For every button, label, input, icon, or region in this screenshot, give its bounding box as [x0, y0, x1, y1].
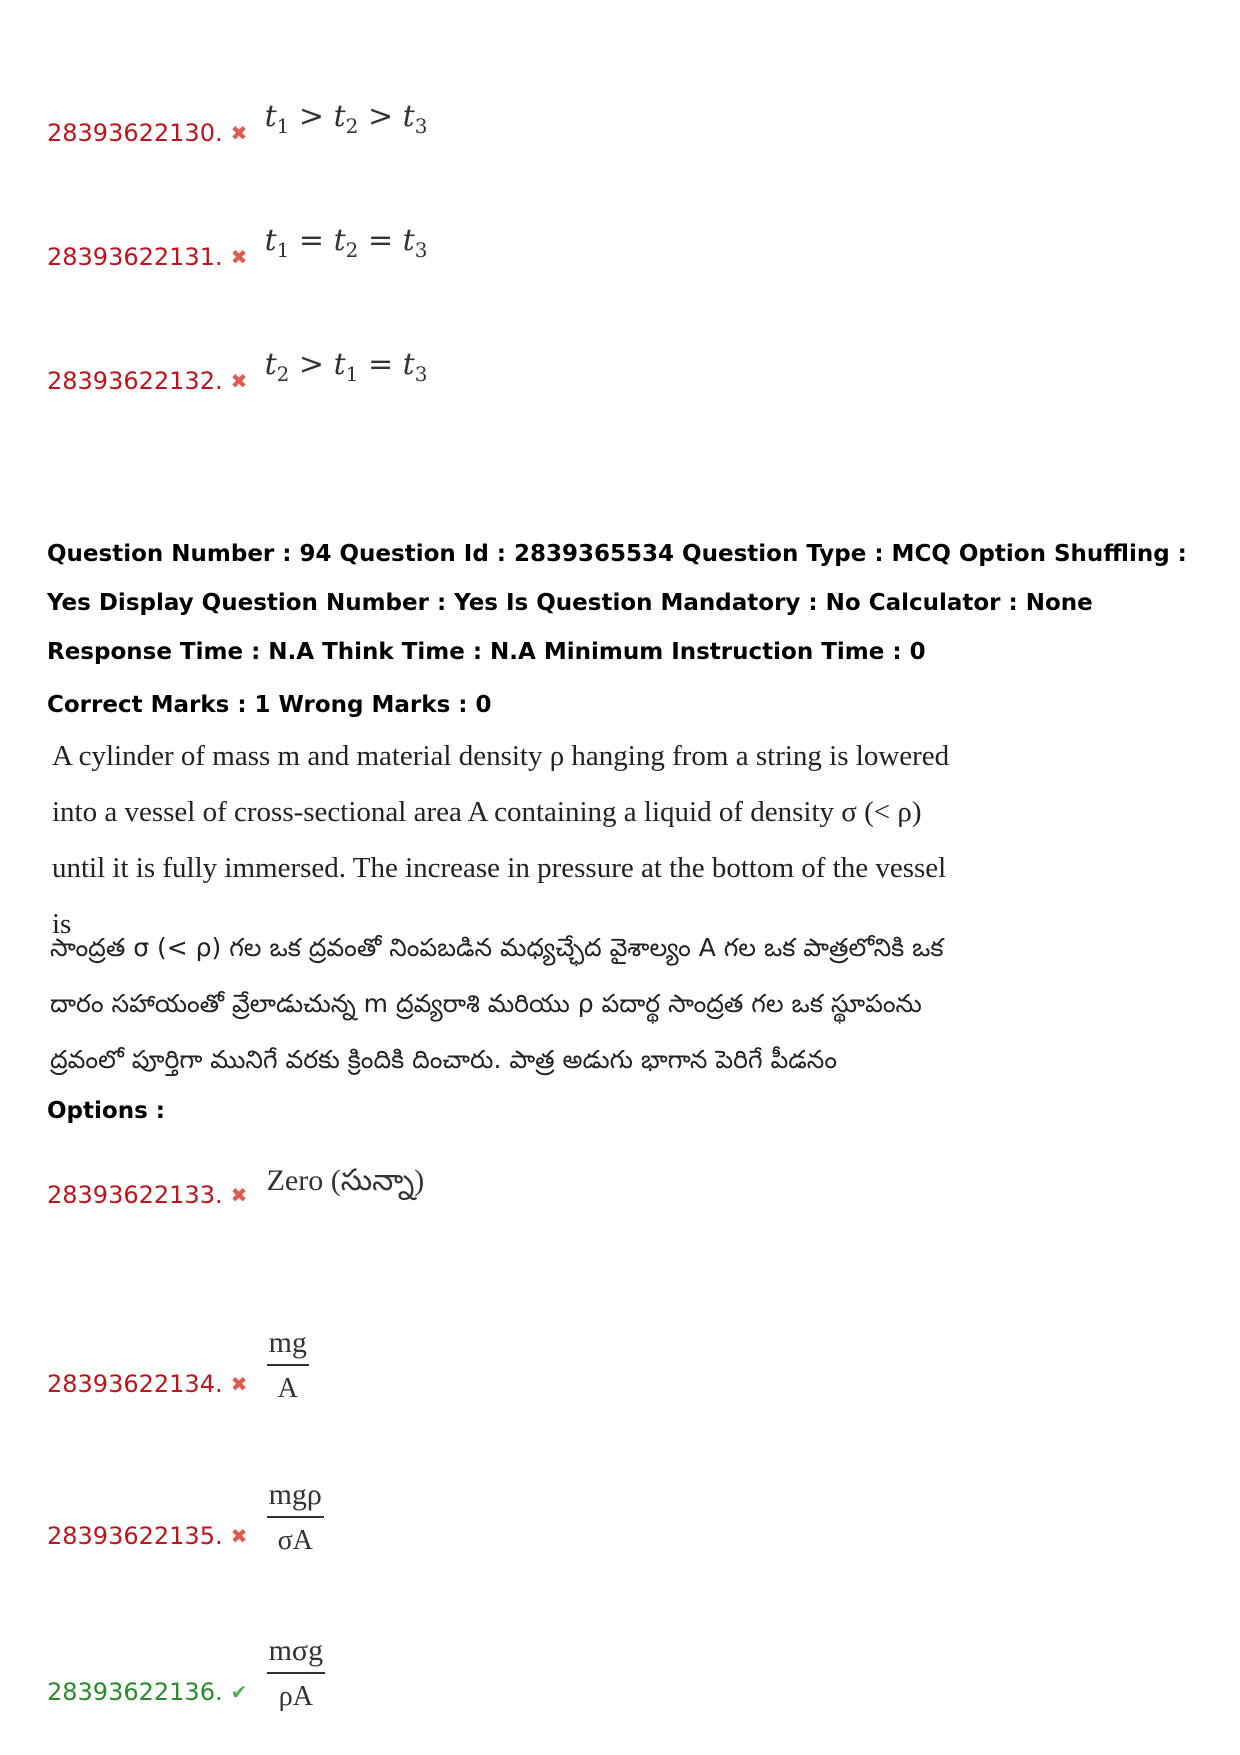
check-icon: ✔	[230, 1680, 248, 1704]
options-label: Options :	[47, 1098, 165, 1124]
option-expression: $t_1 = t_2 = t_3$	[264, 223, 428, 262]
fraction-denominator: A	[277, 1373, 298, 1404]
option-id: 28393622131.	[47, 243, 223, 271]
option-row	[47, 1470, 324, 1556]
option-id: 28393622132.	[47, 367, 223, 395]
option-id: 28393622134.	[47, 1370, 223, 1398]
cross-icon: ✖	[230, 245, 248, 269]
fraction-denominator: σA	[277, 1525, 313, 1556]
question-meta: Question Number : 94 Question Id : 2839365534 Question Type : MCQ Option Shuffling : Yes Display Question Number : Yes Is Question Mandatory : No Calculator : None Response Time : N.A Think Time : N.A Minimum Instruction Time : 0	[47, 541, 1187, 665]
option-id: 28393622136.	[47, 1678, 223, 1706]
cross-icon: ✖	[230, 1524, 248, 1548]
cross-icon: ✖	[230, 121, 248, 145]
option-row	[47, 1164, 425, 1209]
option-fraction	[267, 1478, 324, 1558]
option-expression: $t_1 > t_2 > t_3$	[264, 99, 428, 138]
option-row	[47, 1626, 325, 1712]
fraction-numerator: mσg	[267, 1634, 326, 1674]
option-id: 28393622133.	[47, 1181, 223, 1209]
option-row	[47, 99, 428, 147]
fraction-numerator: mg	[267, 1326, 309, 1366]
option-id: 28393622135.	[47, 1522, 223, 1550]
option-row	[47, 347, 428, 395]
option-fraction	[267, 1634, 326, 1714]
option-expression: $t_2 > t_1 = t_3$	[264, 347, 428, 386]
option-row	[47, 223, 428, 271]
question-marks: Correct Marks : 1 Wrong Marks : 0	[47, 692, 492, 718]
fraction-numerator: mgρ	[267, 1478, 324, 1518]
cross-icon: ✖	[230, 1183, 248, 1207]
option-id: 28393622130.	[47, 119, 223, 147]
question-text-english: A cylinder of mass m and material density ρ hanging from a string is lowered into a vessel of cross-sectional area A containing a liquid of density σ (< ρ) until it is fully immersed. The increase in pressure at the bottom of the vessel is	[52, 740, 950, 940]
option-row	[47, 1318, 309, 1404]
cross-icon: ✖	[230, 1372, 248, 1396]
fraction-denominator: ρA	[278, 1681, 313, 1712]
option-text: Zero (సున్నా)	[266, 1164, 425, 1197]
cross-icon: ✖	[230, 369, 248, 393]
question-text-telugu: సాంద్రత σ (< ρ) గల ఒక ద్రవంతో నింపబడిన మధ్యచ్ఛేద వైశాల్యం A గల ఒక పాత్రలోనికి ఒక దారం సహాయంతో వ్రేలాడుచున్న m ద్రవ్యరాశి మరియు ρ పదార్థ సాంద్రత గల ఒక స్థూపంను ద్రవంలో పూర్తిగా మునిగే వరకు క్రిందికి దించారు. పాత్ర అడుగు భాగాన పెరిగే పీడనం	[50, 933, 944, 1074]
option-fraction	[267, 1326, 309, 1406]
